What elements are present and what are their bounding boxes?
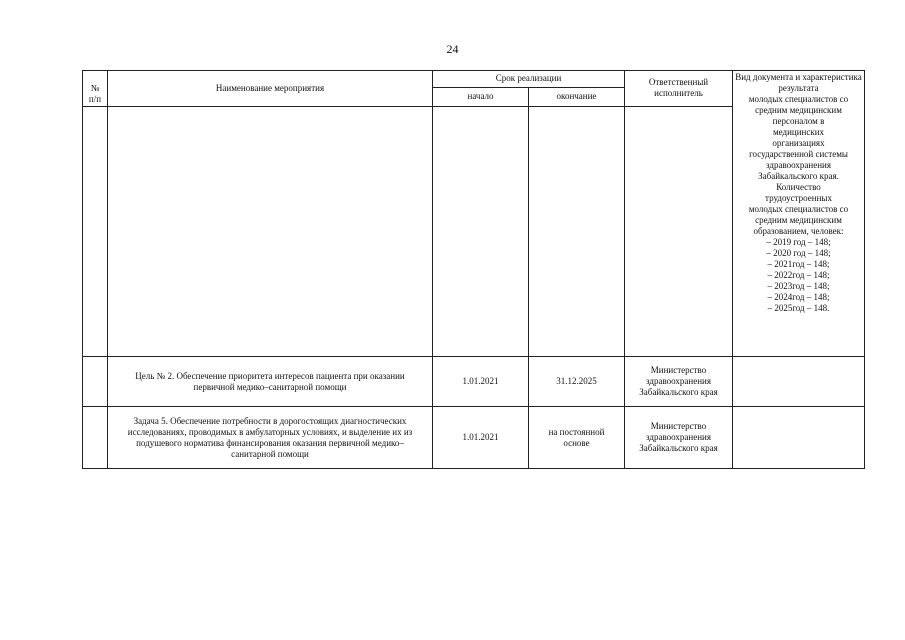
row-result <box>733 357 865 407</box>
result-line: молодых специалистов со <box>748 94 849 104</box>
result-line: средним медицинским <box>755 105 842 115</box>
header-num: № п/п <box>83 71 108 107</box>
result-line: государственной системы <box>749 149 848 159</box>
result-line: – 2023год – 148; <box>767 281 830 291</box>
header-result: Вид документа и характеристика результата <box>735 72 862 93</box>
header-period: Срок реализации <box>433 71 625 88</box>
result-line: образованием, человек: <box>753 226 844 236</box>
header-start: начало <box>433 87 529 106</box>
row-responsible: Министерство здравоохранения Забайкальского края <box>625 407 733 469</box>
result-line: здравоохранения <box>765 160 831 170</box>
result-continued-lines <box>735 94 862 314</box>
header-end: окончание <box>529 87 625 106</box>
header-responsible: Ответственный исполнитель <box>625 71 733 107</box>
activities-table <box>82 70 865 469</box>
table-row <box>83 357 865 407</box>
row-start: 1.01.2021 <box>433 407 529 469</box>
continuation-end <box>529 107 625 357</box>
page-number: 24 <box>446 42 459 56</box>
continuation-num <box>83 107 108 357</box>
result-line: – 2024год – 148; <box>767 292 830 302</box>
header-name: Наименование мероприятия <box>108 71 433 107</box>
result-line: средним медицинским <box>755 215 842 225</box>
row-end: 31.12.2025 <box>529 357 625 407</box>
result-line: персоналом в <box>772 116 825 126</box>
row-num <box>83 357 108 407</box>
result-line: молодых специалистов со <box>748 204 849 214</box>
result-line: Количество <box>776 182 821 192</box>
row-result <box>733 407 865 469</box>
result-line: – 2025год – 148. <box>767 303 830 313</box>
header-result-cell <box>733 71 865 357</box>
result-line: – 2020 год – 148; <box>766 248 831 258</box>
result-line: трудоустроенных <box>765 193 832 203</box>
row-end: на постоянной основе <box>529 407 625 469</box>
result-line: организациях <box>772 138 825 148</box>
result-line: – 2021год – 148; <box>767 259 830 269</box>
continuation-responsible <box>625 107 733 357</box>
continuation-start <box>433 107 529 357</box>
continuation-name <box>108 107 433 357</box>
row-name: Цель № 2. Обеспечение приоритета интересов пациента при оказании первичной медико–санитарной помощи <box>108 357 433 407</box>
header-row-1 <box>83 71 865 88</box>
row-name: Задача 5. Обеспечение потребности в дорогостоящих диагностических исследованиях, проводимых в амбулаторных условиях, и выделение их из подушевого норматива финансирования оказания первичной медико–санитарной помощи <box>108 407 433 469</box>
row-responsible: Министерство здравоохранения Забайкальского края <box>625 357 733 407</box>
result-line: – 2019 год – 148; <box>766 237 831 247</box>
result-line: медицинских <box>772 127 825 137</box>
row-num <box>83 407 108 469</box>
result-line: – 2022год – 148; <box>767 270 830 280</box>
row-start: 1.01.2021 <box>433 357 529 407</box>
table-row <box>83 407 865 469</box>
result-line: Забайкальского края. <box>758 171 839 181</box>
